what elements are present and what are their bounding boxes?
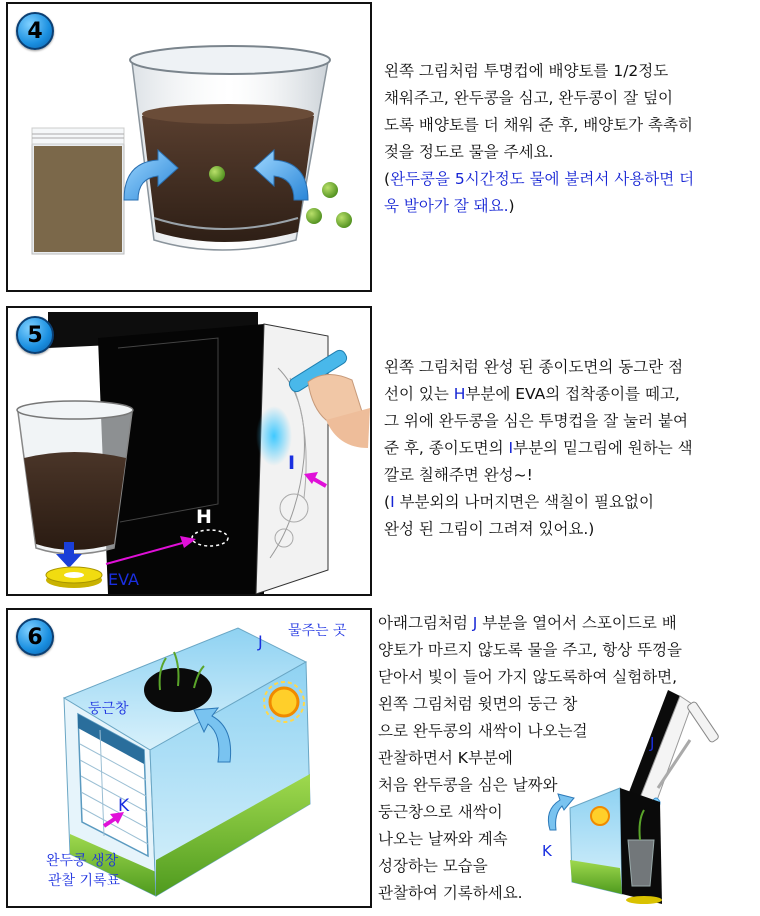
- step-6-badge: 6: [16, 618, 54, 656]
- step-5-line: 왼쪽 그림처럼 완성 된 종이도면의 동그란 점: [384, 358, 684, 376]
- step-4-line: 도록 배양토를 더 채워 준 후, 배양토가 촉촉히: [384, 116, 693, 134]
- label-i: I: [288, 452, 296, 474]
- pea-in-cup-icon: [209, 166, 225, 182]
- step-4-illustration: [8, 4, 370, 290]
- step-4-panel: [6, 2, 372, 292]
- step-6-line: 왼쪽 그림처럼 윗면의 둥근 창: [378, 695, 578, 713]
- label-j: J: [258, 632, 263, 651]
- step-5-line: 선이 있는 H부분에 EVA의 접착종이를 떼고,: [384, 385, 680, 403]
- label-k-small: K: [542, 842, 552, 860]
- step-5-badge: 5: [16, 316, 54, 354]
- step-4-badge: 4: [16, 12, 54, 50]
- step-4-line: 욱 발아가 잘 돼요.): [384, 197, 515, 215]
- sun-icon: [591, 807, 609, 825]
- label-water: 물주는 곳: [288, 623, 347, 639]
- blue-text: J: [472, 614, 478, 632]
- label-j-small: J: [650, 734, 655, 752]
- blue-text: 욱 발아가 잘 돼요.: [384, 197, 509, 215]
- soil-bag-icon: [32, 128, 124, 254]
- step-4-description: [384, 58, 694, 220]
- step-6-line: 처음 완두콩을 심은 날짜와: [378, 776, 558, 794]
- opened-box-illustration: [540, 690, 754, 912]
- step-6-line: 관찰하여 기록하세요.: [378, 884, 523, 902]
- step-5-line: 준 후, 종이도면의 I부분의 밑그림에 원하는 색: [384, 439, 693, 457]
- step-6-panel: [6, 608, 372, 908]
- clear-cup-icon: [130, 46, 330, 250]
- label-round-window: 둥근창: [88, 701, 129, 717]
- step-5-line: 완성 된 그림이 그려져 있어요.): [384, 520, 595, 538]
- step-6-line: 관찰하면서 K부분에: [378, 749, 513, 767]
- label-record-line1: 완두콩 생장: [46, 853, 119, 869]
- step-5-description: [384, 354, 693, 543]
- blue-text: 완두콩을 5시간정도 물에 불려서 사용하면 더: [390, 170, 695, 188]
- blue-text: I: [390, 493, 395, 511]
- blue-text: H: [453, 385, 466, 403]
- step-6-line: 성장하는 모습을: [378, 857, 488, 875]
- label-h: H: [196, 506, 212, 528]
- colored-area: [256, 406, 292, 466]
- step-6-line: 둥근창으로 새싹이: [378, 803, 503, 821]
- step-6-line: 아래그림처럼 J 부분을 열어서 스포이드로 배: [378, 614, 677, 632]
- label-k: K: [118, 796, 130, 816]
- blue-text: I: [508, 439, 514, 457]
- step-6-line: 닫아서 빛이 들어 가지 않도록하여 실험하면,: [378, 668, 678, 686]
- label-eva: EVA: [108, 570, 139, 589]
- step-5-line: 그 위에 완두콩을 심은 투명컵을 잘 눌러 붙여: [384, 412, 689, 430]
- step-4-line: 왼쪽 그림처럼 투명컵에 배양토를 1/2정도: [384, 62, 669, 80]
- step-6-line: 나오는 날짜와 계속: [378, 830, 508, 848]
- step-4-line: (완두콩을 5시간정도 물에 불려서 사용하면 더: [384, 170, 695, 188]
- eva-sticker-icon: [46, 567, 102, 588]
- step-5-line: 깔로 칠해주면 완성~!: [384, 466, 533, 484]
- step-4-line: 젖을 정도로 물을 주세요.: [384, 143, 554, 161]
- step-4-line: 채워주고, 완두콩을 심고, 완두콩이 잘 덮이: [384, 89, 674, 107]
- step-5-line: (I 부분외의 나머지면은 색칠이 필요없이: [384, 493, 654, 511]
- step-6-line: 으로 완두콩의 새싹이 나오는걸: [378, 722, 588, 740]
- label-record-line2: 관찰 기록표: [48, 873, 121, 889]
- step-5-panel: [6, 306, 372, 596]
- step-5-illustration: [8, 308, 370, 594]
- peas-icon: [306, 182, 352, 228]
- clear-cup-icon: [17, 401, 133, 554]
- step-6-line: 양토가 마르지 않도록 물을 주고, 항상 뚜껑을: [378, 641, 683, 659]
